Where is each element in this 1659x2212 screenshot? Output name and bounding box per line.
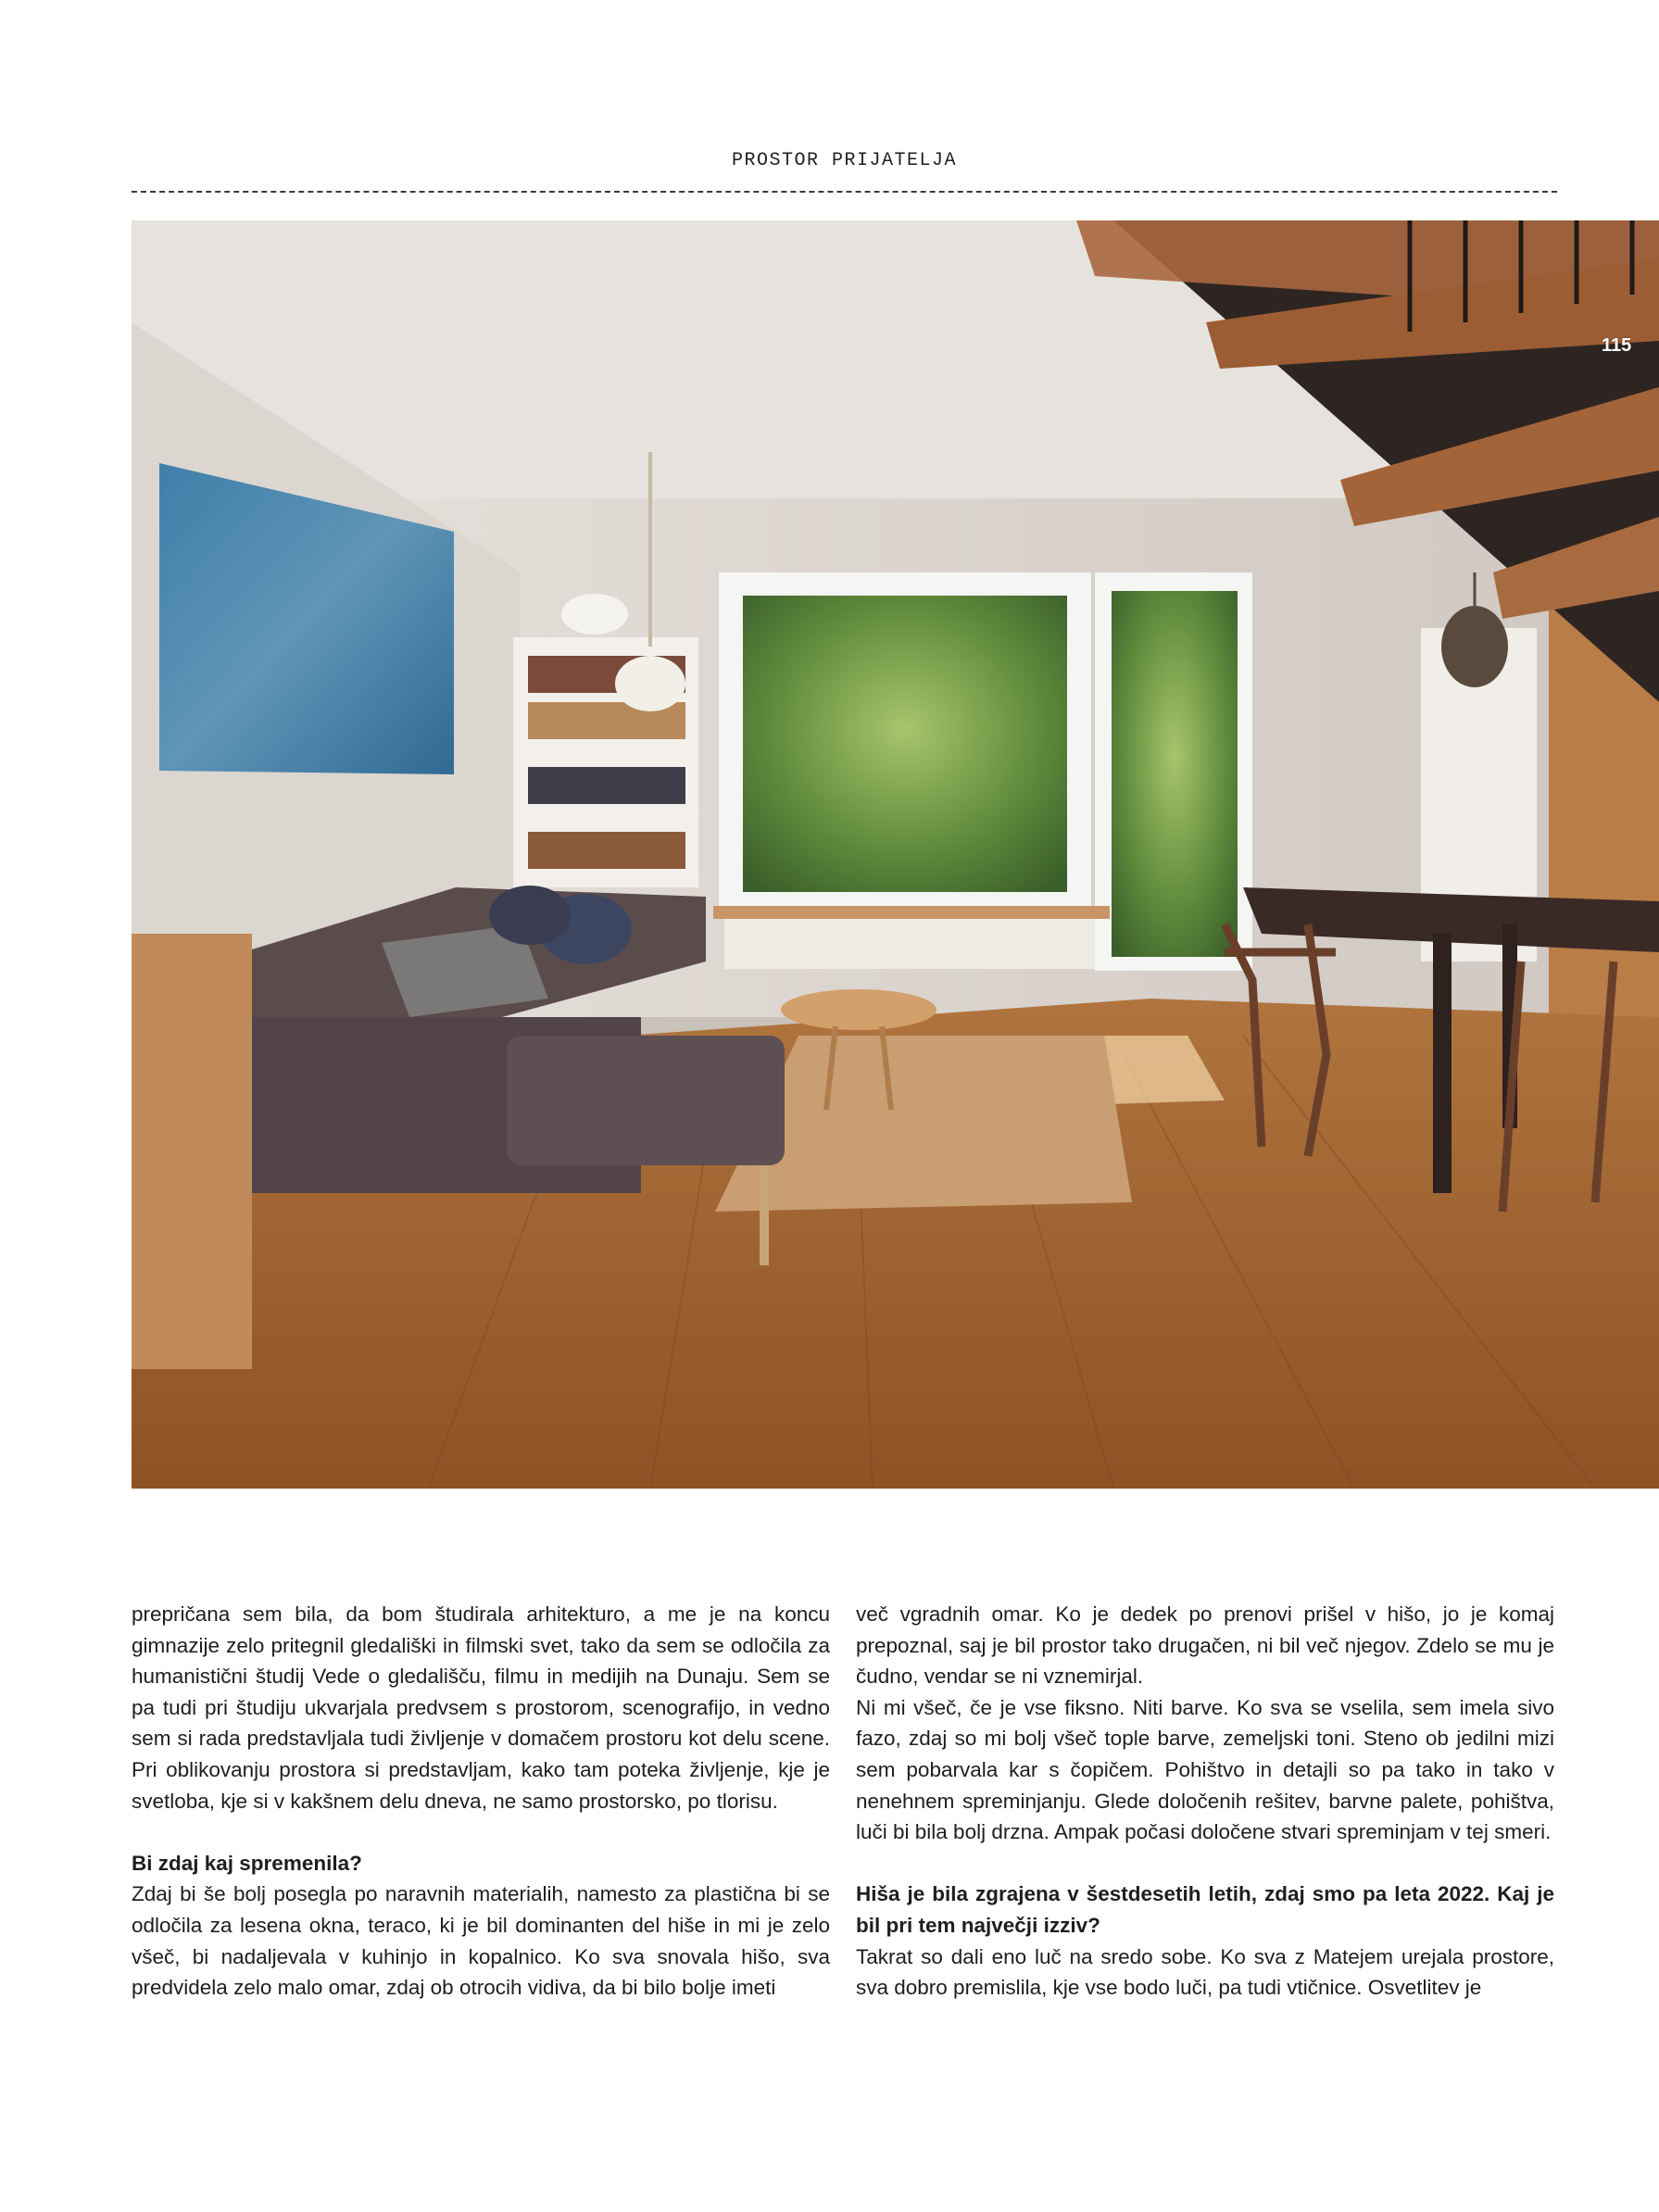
paragraph: Ni mi všeč, če je vse fiksno. Niti barve. Ko sva se vselila, sem imela sivo fazo, zdaj so mi bolj všeč tople barve, zemeljski toni. Steno ob jedilni mizi sem pobarvala kar s čopičem. Pohištvo in detajli so pa tako in tako v nenehnem spreminjanju. Glede določenih rešitev, barvne palete, pohištva, luči bi bila bolj drzna. Ampak počasi določene stvari spreminjam v tej smeri.: [856, 1695, 1554, 1844]
paragraph: več vgradnih omar. Ko je dedek po prenovi prišel v hišo, jo je komaj prepoznal, saj je bil prostor tako drugačen, ni bil več njegov. Zdelo se mu je čudno, vendar se ni vznemirjal.: [856, 1602, 1554, 1689]
paragraph: prepričana sem bila, da bom študirala arhitekturo, a me je na koncu gimnazije zelo pritegnil gledališki in filmski svet, tako da sem se odločila za humanistični študij Vede o gledališču, filmu in medijih na Dunaju. Sem se pa tudi pri študiju ukvarjala predvsem s prostorom, scenografijo, in vedno sem si rada predstavljala tudi življenje v domačem prostoru kot delu scene. Pri oblikovanju prostora si predstavljam, kako tam poteka življenje, kje je svetloba, kje si v kakšnem delu dneva, ne samo prostorsko, po tlorisu.: [132, 1602, 830, 1813]
paragraph: Zdaj bi še bolj posegla po naravnih materialih, namesto za plastična bi se odločila za lesena okna, teraco, ki je bil dominanten del hiše in mi je zelo všeč, bi nadaljevala v kuhinjo in kopalnico. Ko sva snovala hišo, sva predvidela zelo malo omar, zdaj ob otrocih vidiva, da bi bilo bolje imeti: [132, 1882, 830, 2000]
article-column-right: [856, 1599, 1554, 2004]
interview-question: Bi zdaj kaj spremenila?: [132, 1851, 362, 1875]
page-number: 115: [1602, 335, 1632, 356]
interview-question: Hiša je bila zgrajena v šestdesetih letih, zdaj smo pa leta 2022. Kaj je bil pri tem največji izziv?: [856, 1882, 1554, 1937]
paragraph: Takrat so dali eno luč na sredo sobe. Ko sva z Matejem urejala prostore, sva dobro premislila, kje vse bodo luči, pa tudi vtičnice. Osvetlitev je: [856, 1944, 1554, 2000]
running-head: PROSTOR PRIJATELJA: [731, 150, 958, 171]
dashed-rule: [132, 191, 1557, 193]
interior-photo: [132, 220, 1659, 1489]
article-column-left: [132, 1599, 830, 2004]
